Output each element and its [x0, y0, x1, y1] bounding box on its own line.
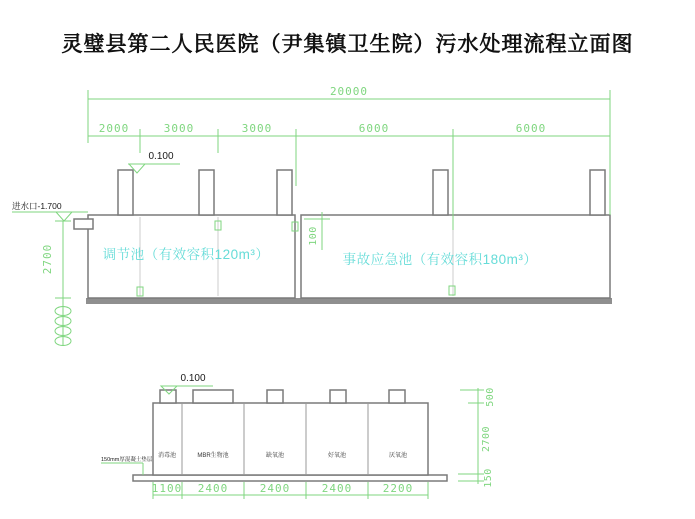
compartment-label: 好氧池: [327, 453, 347, 459]
lower-base-note: [101, 455, 153, 475]
upper-vent-columns: [118, 170, 605, 215]
tank-base-slab: [86, 298, 612, 304]
manhole-box: [193, 390, 233, 403]
segment-dim-label: 6000: [358, 122, 390, 135]
lower-elevation-drawing: [101, 373, 496, 499]
vent-column: [433, 170, 448, 215]
gap-dim-label: 100: [308, 226, 319, 246]
upper-dimension-segments: [88, 122, 610, 230]
lower-height-dimensions: [458, 387, 496, 488]
segment-dim-label: 2000: [98, 122, 130, 135]
elevation-label: 0.100: [180, 373, 206, 384]
manhole-box: [160, 390, 176, 403]
inlet-triangle-icon: [56, 212, 72, 221]
width-dim-label: 2200: [382, 482, 414, 495]
slab-dim-label: 150: [483, 468, 494, 488]
vent-column: [199, 170, 214, 215]
overall-dim-label: 20000: [329, 85, 369, 98]
segment-dim-label: 3000: [163, 122, 195, 135]
vent-column: [590, 170, 605, 215]
height-dim-label: 2700: [41, 243, 54, 275]
concrete-cushion-slab: [133, 475, 447, 481]
manhole-box: [330, 390, 346, 403]
manhole-box: [267, 390, 283, 403]
upper-elevation-marker: [128, 151, 180, 173]
width-dim-label: 2400: [197, 482, 229, 495]
upper-height-dimension: [41, 221, 71, 298]
inlet-label: 进水口-1.700: [12, 201, 62, 211]
compartment-label: MBR生物池: [197, 453, 229, 459]
upper-elevation-drawing: [12, 85, 612, 346]
cushion-note-label: 150mm厚混凝土垫层: [101, 457, 153, 463]
compartment-label: 缺氧池: [265, 453, 285, 459]
segment-dim-label: 3000: [241, 122, 273, 135]
width-dim-label: 2400: [259, 482, 291, 495]
drawing-title: 灵璧县第二人民医院（尹集镇卫生院）污水处理流程立面图: [61, 32, 634, 56]
emergency-tank-label: 事故应急池（有效容积180m³）: [342, 252, 538, 267]
upper-dimension-overall: [88, 85, 610, 215]
vent-column: [277, 170, 292, 215]
regulating-tank-label: 调节池（有效容积120m³）: [102, 247, 270, 262]
compartment-label: 消毒池: [157, 453, 177, 459]
equipment-tank-body: [153, 403, 428, 475]
elevation-label: 0.100: [148, 151, 174, 162]
width-dim-label: 2400: [321, 482, 353, 495]
vent-column: [118, 170, 133, 215]
lower-structure: [133, 390, 447, 481]
inlet-pipe-stub: [74, 219, 93, 229]
freeboard-dim-label: 500: [485, 387, 496, 407]
segment-dim-label: 6000: [515, 122, 547, 135]
depth-dim-label: 2700: [481, 425, 492, 453]
compartment-label: 厌氧池: [388, 453, 408, 459]
width-dim-label: 1100: [151, 482, 183, 495]
manhole-box: [389, 390, 405, 403]
lower-width-dimensions: [152, 482, 428, 499]
